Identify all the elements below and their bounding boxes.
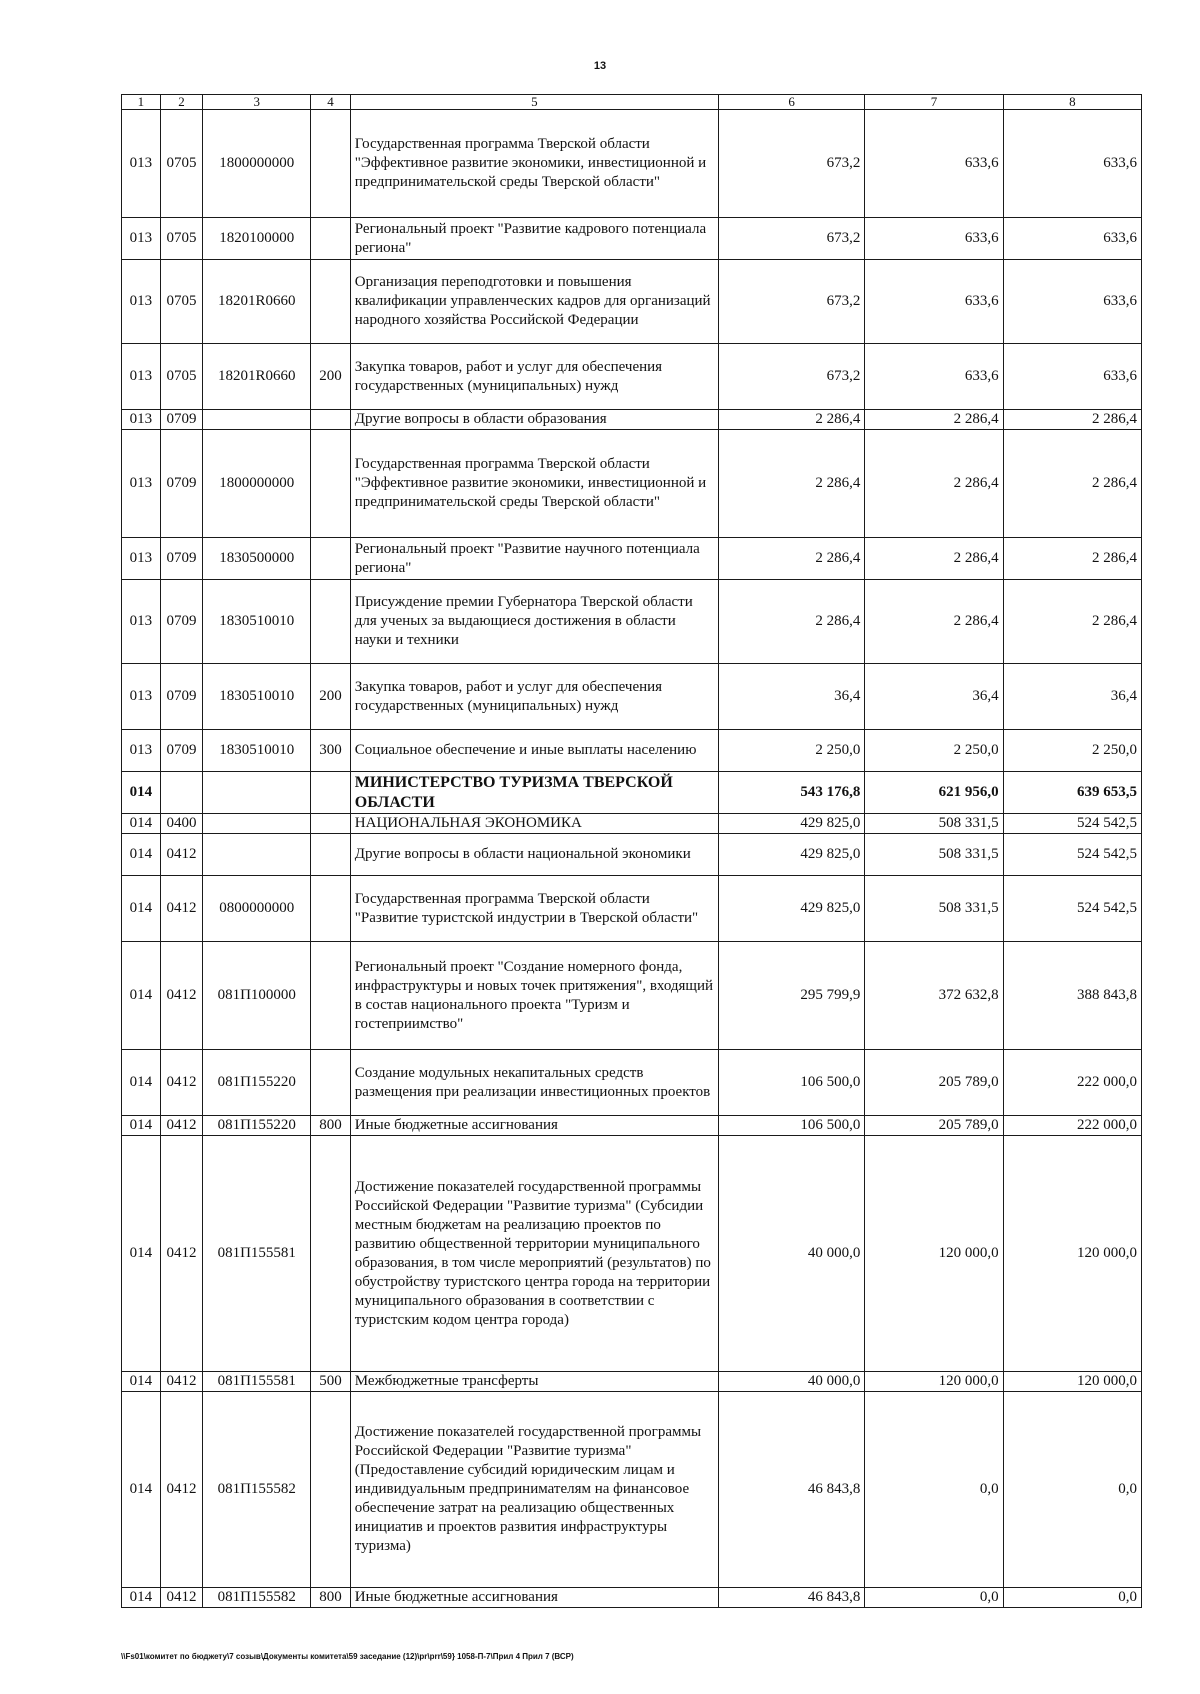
header-cell: 4	[311, 95, 351, 110]
section-code: 0412	[160, 1588, 203, 1608]
table-row-ministry-total	[122, 772, 1142, 814]
table-row	[122, 1050, 1142, 1116]
amount-col8: 633,6	[1003, 344, 1141, 410]
item-name: Социальное обеспечение и иные выплаты населению	[350, 730, 718, 772]
table-row	[122, 1116, 1142, 1136]
section-code: 0412	[160, 942, 203, 1050]
section-code: 0412	[160, 876, 203, 942]
amount-col8: 524 542,5	[1003, 876, 1141, 942]
table-row	[122, 260, 1142, 344]
amount-col6: 2 250,0	[718, 730, 864, 772]
table-row	[122, 1392, 1142, 1588]
expense-type-code	[311, 410, 351, 430]
amount-col7: 0,0	[865, 1392, 1003, 1588]
target-article-code: 1800000000	[203, 110, 311, 218]
amount-col7: 205 789,0	[865, 1116, 1003, 1136]
target-article-code: 1800000000	[203, 430, 311, 538]
ministry-code: 013	[122, 730, 161, 772]
amount-col8: 524 542,5	[1003, 834, 1141, 876]
table-row	[122, 1372, 1142, 1392]
amount-col7: 2 286,4	[865, 430, 1003, 538]
amount-col7: 2 286,4	[865, 580, 1003, 664]
table-row	[122, 344, 1142, 410]
header-cell: 2	[160, 95, 203, 110]
item-name: Региональный проект "Развитие научного потенциала региона"	[350, 538, 718, 580]
expense-type-code	[311, 1392, 351, 1588]
target-article-code: 081П155581	[203, 1372, 311, 1392]
ministry-code: 014	[122, 814, 161, 834]
expense-type-code	[311, 538, 351, 580]
amount-col8: 2 286,4	[1003, 580, 1141, 664]
section-code: 0705	[160, 344, 203, 410]
table-row	[122, 730, 1142, 772]
section-code: 0709	[160, 410, 203, 430]
header-cell: 8	[1003, 95, 1141, 110]
table-row	[122, 110, 1142, 218]
amount-col8: 388 843,8	[1003, 942, 1141, 1050]
amount-col7: 0,0	[865, 1588, 1003, 1608]
expense-type-code	[311, 772, 351, 814]
expense-type-code	[311, 1050, 351, 1116]
amount-col7: 2 286,4	[865, 410, 1003, 430]
target-article-code: 18201R0660	[203, 344, 311, 410]
amount-col8: 2 286,4	[1003, 430, 1141, 538]
ministry-code: 013	[122, 260, 161, 344]
amount-col6: 106 500,0	[718, 1116, 864, 1136]
expense-type-code: 300	[311, 730, 351, 772]
target-article-code: 081П155582	[203, 1588, 311, 1608]
section-code: 0709	[160, 538, 203, 580]
amount-col8: 222 000,0	[1003, 1050, 1141, 1116]
ministry-code: 014	[122, 834, 161, 876]
amount-col8: 120 000,0	[1003, 1136, 1141, 1372]
target-article-code: 1830510010	[203, 664, 311, 730]
amount-col6: 40 000,0	[718, 1372, 864, 1392]
section-code: 0412	[160, 1392, 203, 1588]
ministry-code: 014	[122, 942, 161, 1050]
section-code: 0412	[160, 1050, 203, 1116]
section-code: 0705	[160, 110, 203, 218]
section-code: 0705	[160, 260, 203, 344]
page-number: 13	[593, 60, 607, 72]
amount-col7: 621 956,0	[865, 772, 1003, 814]
ministry-code: 014	[122, 1136, 161, 1372]
amount-col7: 2 286,4	[865, 538, 1003, 580]
expense-type-code: 500	[311, 1372, 351, 1392]
amount-col6: 2 286,4	[718, 410, 864, 430]
header-row	[122, 95, 1142, 110]
target-article-code: 1830510010	[203, 580, 311, 664]
table-row	[122, 410, 1142, 430]
amount-col6: 543 176,8	[718, 772, 864, 814]
section-code: 0709	[160, 730, 203, 772]
section-code: 0709	[160, 430, 203, 538]
item-name: Региональный проект "Развитие кадрового потенциала региона"	[350, 218, 718, 260]
item-name: Другие вопросы в области образования	[350, 410, 718, 430]
item-name: Иные бюджетные ассигнования	[350, 1588, 718, 1608]
header-cell: 6	[718, 95, 864, 110]
target-article-code: 1830510010	[203, 730, 311, 772]
amount-col8: 2 286,4	[1003, 538, 1141, 580]
amount-col7: 508 331,5	[865, 814, 1003, 834]
section-code: 0412	[160, 1116, 203, 1136]
ministry-code: 013	[122, 664, 161, 730]
expense-type-code	[311, 942, 351, 1050]
item-name: Государственная программа Тверской области "Развитие туристской индустрии в Тверской области"	[350, 876, 718, 942]
ministry-code: 013	[122, 430, 161, 538]
ministry-code: 014	[122, 1588, 161, 1608]
expense-type-code	[311, 580, 351, 664]
table-row	[122, 218, 1142, 260]
ministry-code: 013	[122, 410, 161, 430]
target-article-code	[203, 772, 311, 814]
amount-col8: 633,6	[1003, 218, 1141, 260]
expense-type-code	[311, 430, 351, 538]
header-cell: 5	[350, 95, 718, 110]
amount-col8: 633,6	[1003, 260, 1141, 344]
table-row	[122, 876, 1142, 942]
item-name: НАЦИОНАЛЬНАЯ ЭКОНОМИКА	[350, 814, 718, 834]
amount-col6: 2 286,4	[718, 538, 864, 580]
amount-col6: 2 286,4	[718, 580, 864, 664]
amount-col6: 429 825,0	[718, 876, 864, 942]
expense-type-code	[311, 1136, 351, 1372]
ministry-code: 014	[122, 772, 161, 814]
ministry-code: 014	[122, 1392, 161, 1588]
section-code: 0709	[160, 580, 203, 664]
target-article-code: 081П155220	[203, 1116, 311, 1136]
item-name: МИНИСТЕРСТВО ТУРИЗМА ТВЕРСКОЙ ОБЛАСТИ	[350, 772, 718, 814]
table-row	[122, 942, 1142, 1050]
item-name: Закупка товаров, работ и услуг для обеспечения государственных (муниципальных) нужд	[350, 344, 718, 410]
amount-col8: 120 000,0	[1003, 1372, 1141, 1392]
target-article-code: 0800000000	[203, 876, 311, 942]
section-code: 0400	[160, 814, 203, 834]
item-name: Закупка товаров, работ и услуг для обеспечения государственных (муниципальных) нужд	[350, 664, 718, 730]
item-name: Иные бюджетные ассигнования	[350, 1116, 718, 1136]
amount-col6: 673,2	[718, 344, 864, 410]
amount-col7: 2 250,0	[865, 730, 1003, 772]
amount-col7: 508 331,5	[865, 876, 1003, 942]
amount-col7: 633,6	[865, 260, 1003, 344]
target-article-code	[203, 834, 311, 876]
target-article-code	[203, 410, 311, 430]
ministry-code: 014	[122, 1050, 161, 1116]
amount-col6: 46 843,8	[718, 1588, 864, 1608]
expense-type-code: 800	[311, 1116, 351, 1136]
amount-col7: 508 331,5	[865, 834, 1003, 876]
amount-col6: 2 286,4	[718, 430, 864, 538]
amount-col8: 222 000,0	[1003, 1116, 1141, 1136]
header-cell: 7	[865, 95, 1003, 110]
expense-type-code	[311, 260, 351, 344]
target-article-code: 081П155220	[203, 1050, 311, 1116]
amount-col6: 36,4	[718, 664, 864, 730]
budget-table	[121, 94, 1142, 1608]
item-name: Другие вопросы в области национальной экономики	[350, 834, 718, 876]
amount-col8: 0,0	[1003, 1392, 1141, 1588]
amount-col7: 36,4	[865, 664, 1003, 730]
expense-type-code	[311, 110, 351, 218]
target-article-code: 18201R0660	[203, 260, 311, 344]
amount-col8: 639 653,5	[1003, 772, 1141, 814]
header-cell: 1	[122, 95, 161, 110]
ministry-code: 014	[122, 1116, 161, 1136]
table-row	[122, 1588, 1142, 1608]
amount-col6: 673,2	[718, 110, 864, 218]
section-code: 0412	[160, 1372, 203, 1392]
file-path-footer: \\Fs01\комитет по бюджету\7 созыв\Документы комитета\59 заседание (12)\pr\prr\59} 1058-П-7\Прил 4 Прил 7 (ВСР)	[121, 1652, 574, 1661]
target-article-code: 1830500000	[203, 538, 311, 580]
section-code: 0709	[160, 664, 203, 730]
amount-col8: 2 250,0	[1003, 730, 1141, 772]
amount-col8: 2 286,4	[1003, 410, 1141, 430]
expense-type-code	[311, 876, 351, 942]
amount-col7: 205 789,0	[865, 1050, 1003, 1116]
amount-col6: 106 500,0	[718, 1050, 864, 1116]
expense-type-code: 200	[311, 664, 351, 730]
item-name: Достижение показателей государственной программы Российской Федерации "Развитие туризма" (Предоставление субсидий юридическим лицам и индивидуальным предпринимателям на финансовое обеспечение затрат на реализацию общественных инициатив и проектов развития инфраструктуры туризма)	[350, 1392, 718, 1588]
ministry-code: 013	[122, 580, 161, 664]
target-article-code: 1820100000	[203, 218, 311, 260]
amount-col7: 120 000,0	[865, 1372, 1003, 1392]
amount-col7: 633,6	[865, 344, 1003, 410]
amount-col8: 524 542,5	[1003, 814, 1141, 834]
amount-col8: 36,4	[1003, 664, 1141, 730]
table-row	[122, 1136, 1142, 1372]
expense-type-code	[311, 834, 351, 876]
item-name: Государственная программа Тверской области "Эффективное развитие экономики, инвестиционной и предпринимательской среды Тверской области"	[350, 110, 718, 218]
item-name: Государственная программа Тверской области "Эффективное развитие экономики, инвестиционной и предпринимательской среды Тверской области"	[350, 430, 718, 538]
ministry-code: 013	[122, 344, 161, 410]
table-row	[122, 834, 1142, 876]
item-name: Межбюджетные трансферты	[350, 1372, 718, 1392]
amount-col6: 46 843,8	[718, 1392, 864, 1588]
target-article-code: 081П155582	[203, 1392, 311, 1588]
amount-col6: 429 825,0	[718, 834, 864, 876]
section-code: 0705	[160, 218, 203, 260]
item-name: Организация переподготовки и повышения квалификации управленческих кадров для организаций народного хозяйства Российской Федерации	[350, 260, 718, 344]
amount-col7: 633,6	[865, 218, 1003, 260]
section-code: 0412	[160, 834, 203, 876]
ministry-code: 013	[122, 218, 161, 260]
amount-col6: 673,2	[718, 260, 864, 344]
item-name: Региональный проект "Создание номерного фонда, инфраструктуры и новых точек притяжения", входящий в состав национального проекта "Туризм и гостеприимство"	[350, 942, 718, 1050]
ministry-code: 014	[122, 876, 161, 942]
ministry-code: 013	[122, 538, 161, 580]
expense-type-code: 800	[311, 1588, 351, 1608]
section-code: 0412	[160, 1136, 203, 1372]
amount-col6: 295 799,9	[718, 942, 864, 1050]
target-article-code: 081П155581	[203, 1136, 311, 1372]
target-article-code: 081П100000	[203, 942, 311, 1050]
amount-col8: 0,0	[1003, 1588, 1141, 1608]
amount-col8: 633,6	[1003, 110, 1141, 218]
table-row	[122, 664, 1142, 730]
section-code	[160, 772, 203, 814]
amount-col7: 372 632,8	[865, 942, 1003, 1050]
expense-type-code	[311, 218, 351, 260]
item-name: Присуждение премии Губернатора Тверской области для ученых за выдающиеся достижения в области науки и техники	[350, 580, 718, 664]
table-row	[122, 538, 1142, 580]
target-article-code	[203, 814, 311, 834]
table-row	[122, 814, 1142, 834]
table-row	[122, 580, 1142, 664]
table-row	[122, 430, 1142, 538]
amount-col6: 429 825,0	[718, 814, 864, 834]
amount-col7: 120 000,0	[865, 1136, 1003, 1372]
amount-col6: 40 000,0	[718, 1136, 864, 1372]
amount-col7: 633,6	[865, 110, 1003, 218]
expense-type-code: 200	[311, 344, 351, 410]
item-name: Достижение показателей государственной программы Российской Федерации "Развитие туризма" (Субсидии местным бюджетам на реализацию проектов по развитию общественной территории муниципального образования, в том числе мероприятий (результатов) по обустройству туристского центра города на территории муниципального образования в соответствии с туристским кодом центра города)	[350, 1136, 718, 1372]
expense-type-code	[311, 814, 351, 834]
ministry-code: 013	[122, 110, 161, 218]
item-name: Создание модульных некапитальных средств размещения при реализации инвестиционных проектов	[350, 1050, 718, 1116]
amount-col6: 673,2	[718, 218, 864, 260]
header-cell: 3	[203, 95, 311, 110]
ministry-code: 014	[122, 1372, 161, 1392]
